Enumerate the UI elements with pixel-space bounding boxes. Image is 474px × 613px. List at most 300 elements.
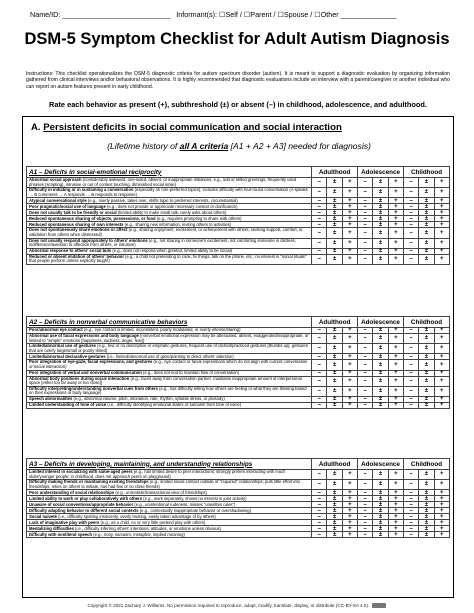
rating-option[interactable]: – (358, 248, 373, 254)
behavior-name: Speech abnormalities (29, 396, 73, 402)
behavior-name: Reduced spontaneous sharing of objects, possessions, or food (29, 215, 156, 221)
rating-option[interactable]: ± (327, 386, 342, 396)
rating-option[interactable]: + (388, 344, 403, 354)
rating-option[interactable]: – (312, 520, 327, 526)
rating-option[interactable]: – (403, 402, 418, 408)
rating-option[interactable]: + (342, 344, 357, 354)
rating-option[interactable]: – (312, 210, 327, 216)
rating-option[interactable]: – (403, 370, 418, 376)
rating-option[interactable]: – (312, 354, 327, 360)
rating-option[interactable]: ± (419, 328, 434, 334)
rating-option[interactable]: + (434, 502, 449, 508)
rating-option[interactable]: ± (373, 360, 388, 370)
rating-option[interactable]: + (342, 188, 357, 198)
rating-option[interactable]: – (358, 496, 373, 502)
rating-option[interactable]: – (403, 334, 418, 344)
behavior-detail: (e.g., sharing new information, inviting others to activities) (123, 221, 232, 227)
rating-option[interactable]: – (312, 178, 327, 188)
rating-option[interactable]: ± (373, 204, 388, 210)
rating-option[interactable]: + (434, 254, 449, 264)
rating-option[interactable]: + (434, 178, 449, 188)
rating-option[interactable]: + (388, 514, 403, 520)
rating-option[interactable]: ± (373, 222, 388, 228)
rating-option[interactable]: + (388, 370, 403, 376)
table-row (27, 344, 450, 354)
rating-option[interactable]: ± (419, 402, 434, 408)
rating-option[interactable]: – (312, 376, 327, 386)
rating-option[interactable]: – (312, 248, 327, 254)
rating-option[interactable]: – (403, 502, 418, 508)
rating-option[interactable]: ± (327, 470, 342, 480)
rating-option[interactable]: + (342, 502, 357, 508)
rating-option[interactable]: + (388, 496, 403, 502)
rating-option[interactable]: – (312, 502, 327, 508)
rating-option[interactable]: ± (419, 496, 434, 502)
rating-option[interactable]: – (403, 328, 418, 334)
behavior-name: Does not spontaneously share emotions or affect (29, 227, 128, 233)
rating-option[interactable]: – (358, 204, 373, 210)
rating-option[interactable]: + (388, 490, 403, 496)
rating-option[interactable]: – (312, 198, 327, 204)
rating-option[interactable]: – (312, 402, 327, 408)
rating-option[interactable]: ± (327, 396, 342, 402)
rating-option[interactable]: + (434, 490, 449, 496)
rating-option[interactable]: – (404, 222, 419, 228)
rating-option[interactable]: ± (373, 228, 388, 238)
rating-option[interactable]: ± (373, 396, 388, 402)
rating-option[interactable]: + (434, 402, 449, 408)
rating-option[interactable]: ± (419, 386, 434, 396)
rating-option[interactable]: + (342, 228, 357, 238)
rating-option[interactable]: + (388, 210, 403, 216)
rating-option[interactable]: ± (419, 354, 434, 360)
table-row (27, 360, 450, 370)
rating-option[interactable]: – (312, 328, 327, 334)
rating-option[interactable]: – (358, 520, 373, 526)
rating-option[interactable]: ± (373, 198, 388, 204)
rating-option[interactable]: – (404, 248, 419, 254)
rating-option[interactable]: ± (373, 514, 388, 520)
rating-option[interactable]: ± (327, 514, 342, 520)
rating-option[interactable]: + (342, 210, 357, 216)
rating-option[interactable]: – (312, 496, 327, 502)
rating-option[interactable]: – (312, 508, 327, 514)
rating-option[interactable]: ± (419, 238, 434, 248)
rating-option[interactable]: + (388, 198, 403, 204)
rating-option[interactable]: – (312, 386, 327, 396)
rating-option[interactable]: ± (419, 480, 434, 490)
rating-option[interactable]: ± (373, 496, 388, 502)
rating-option[interactable]: ± (327, 204, 342, 210)
rating-option[interactable]: – (312, 334, 327, 344)
rating-option[interactable]: – (403, 490, 418, 496)
rating-option[interactable]: – (358, 376, 373, 386)
rating-option[interactable]: + (388, 376, 403, 386)
rating-option[interactable]: ± (373, 490, 388, 496)
rating-option[interactable]: ± (419, 222, 434, 228)
rating-option[interactable]: + (434, 496, 449, 502)
rating-option[interactable]: – (312, 222, 327, 228)
rating-option[interactable]: ± (419, 470, 434, 480)
rating-option[interactable]: ± (373, 248, 388, 254)
rating-option[interactable]: – (358, 470, 373, 480)
rating-option[interactable]: + (342, 216, 357, 222)
rating-option[interactable]: – (312, 370, 327, 376)
rating-option[interactable]: ± (373, 238, 388, 248)
rating-option[interactable]: ± (419, 178, 434, 188)
rating-option[interactable]: – (358, 480, 373, 490)
rating-option[interactable]: – (312, 254, 327, 264)
rating-option[interactable]: + (342, 470, 357, 480)
rating-option[interactable]: + (388, 238, 403, 248)
rating-option[interactable]: ± (419, 520, 434, 526)
rating-option[interactable]: + (388, 470, 403, 480)
rating-option[interactable]: ± (373, 254, 388, 264)
rating-option[interactable]: – (358, 508, 373, 514)
rating-option[interactable]: – (312, 188, 327, 198)
rating-option[interactable]: ± (327, 254, 342, 264)
rating-option[interactable]: + (342, 496, 357, 502)
rating-option[interactable]: + (434, 228, 449, 238)
rating-option[interactable]: ± (327, 402, 342, 408)
rating-option[interactable]: ± (327, 480, 342, 490)
rating-option[interactable]: – (358, 334, 373, 344)
table-header-row (27, 317, 450, 328)
rating-option[interactable]: – (358, 354, 373, 360)
rating-option[interactable]: ± (419, 360, 434, 370)
rating-option[interactable]: + (342, 370, 357, 376)
rating-option[interactable]: + (434, 526, 449, 532)
rating-option[interactable]: – (358, 490, 373, 496)
rating-option[interactable]: – (312, 490, 327, 496)
rating-option[interactable]: + (434, 360, 449, 370)
lifetime-bold: all A criteria (179, 141, 229, 151)
rating-option[interactable]: + (388, 520, 403, 526)
rating-option[interactable]: ± (373, 344, 388, 354)
rating-option[interactable]: ± (373, 188, 388, 198)
rating-option[interactable]: + (342, 354, 357, 360)
behavior-name: Reduced or absent imitation of others' behavior (29, 253, 124, 259)
rating-option[interactable]: + (434, 238, 449, 248)
rating-option[interactable]: + (434, 386, 449, 396)
rating-option[interactable]: + (388, 526, 403, 532)
rating-option[interactable]: + (388, 532, 403, 538)
rating-option[interactable]: ± (327, 344, 342, 354)
rating-option[interactable]: + (434, 480, 449, 490)
rating-option[interactable]: – (358, 370, 373, 376)
rating-option[interactable]: ± (419, 228, 434, 238)
rating-option[interactable]: ± (419, 248, 434, 254)
rating-option[interactable]: + (434, 396, 449, 402)
rating-option[interactable]: – (312, 228, 327, 238)
rating-option[interactable]: ± (327, 228, 342, 238)
rating-option[interactable]: + (342, 402, 357, 408)
rating-option[interactable]: ± (327, 502, 342, 508)
rating-option[interactable]: ± (373, 480, 388, 490)
rating-option[interactable]: + (434, 370, 449, 376)
rating-option[interactable]: ± (373, 502, 388, 508)
instructions-text: Instructions: This checklist operationalizes the DSM-5 diagnostic criteria for autism spectrum disorder (autism). It is meant to support a diagnostic evaluation by organizing information gathered from clinical interviews and/or behavioral observations. It is highly recommended that diagnostic evaluations include an interview with a parent/caregiver or another individual who can report on autism features present in early childhood. (26, 71, 450, 90)
rating-option[interactable]: – (404, 198, 419, 204)
rating-option[interactable]: + (342, 334, 357, 344)
rating-option[interactable]: – (403, 480, 418, 490)
rating-option[interactable]: – (358, 514, 373, 520)
rating-option[interactable]: ± (327, 178, 342, 188)
rating-option[interactable]: + (434, 532, 449, 538)
rating-option[interactable]: ± (373, 178, 388, 188)
rating-option[interactable]: ± (419, 210, 434, 216)
rating-option[interactable]: + (434, 334, 449, 344)
rating-option[interactable]: ± (373, 216, 388, 222)
rating-option[interactable]: + (388, 386, 403, 396)
rating-option[interactable]: – (312, 344, 327, 354)
rating-option[interactable]: ± (373, 520, 388, 526)
rating-option[interactable]: ± (419, 188, 434, 198)
rating-option[interactable]: + (434, 354, 449, 360)
rating-option[interactable]: + (342, 490, 357, 496)
rating-option[interactable]: – (358, 396, 373, 402)
rating-option[interactable]: – (403, 520, 418, 526)
rating-option[interactable]: ± (327, 198, 342, 204)
rating-option[interactable]: + (434, 344, 449, 354)
rating-option[interactable]: + (434, 514, 449, 520)
rating-option[interactable]: + (342, 508, 357, 514)
rating-option[interactable]: + (388, 204, 403, 210)
table-row (27, 254, 450, 264)
rating-option[interactable]: – (312, 480, 327, 490)
rating-option[interactable]: ± (419, 526, 434, 532)
rating-option[interactable]: ± (419, 508, 434, 514)
rating-option[interactable]: – (312, 216, 327, 222)
rating-option[interactable]: + (434, 470, 449, 480)
rating-option[interactable]: + (434, 376, 449, 386)
rating-option[interactable]: + (342, 328, 357, 334)
rating-option[interactable]: – (312, 360, 327, 370)
rating-option[interactable]: ± (327, 334, 342, 344)
rating-option[interactable]: – (404, 204, 419, 210)
rating-option[interactable]: ± (327, 216, 342, 222)
rating-option[interactable]: – (403, 386, 418, 396)
rating-option[interactable]: ± (327, 328, 342, 334)
rating-option[interactable]: + (434, 204, 449, 210)
table-row (27, 480, 450, 490)
rating-option[interactable]: + (388, 354, 403, 360)
behavior-detail: (e.g., requires prompting to share with others) (155, 215, 242, 221)
rating-option[interactable]: + (342, 360, 357, 370)
rating-option[interactable]: ± (327, 360, 342, 370)
criteria-table-a1 (26, 166, 450, 265)
rating-option[interactable]: – (358, 222, 373, 228)
rating-option[interactable]: + (342, 254, 357, 264)
rating-option[interactable]: – (358, 178, 373, 188)
rating-option[interactable]: + (388, 360, 403, 370)
rating-option[interactable]: ± (373, 532, 388, 538)
rating-option[interactable]: ± (419, 370, 434, 376)
rating-option[interactable]: ± (327, 520, 342, 526)
rating-option[interactable]: – (312, 396, 327, 402)
behavior-detail: (e.g., faces away from conversation partner, maintains inappropriate amount of interpersonal space [either too far away or too close]) (29, 375, 302, 386)
rating-option[interactable]: – (403, 496, 418, 502)
rating-option[interactable]: + (388, 228, 403, 238)
rating-option[interactable]: + (342, 526, 357, 532)
rating-option[interactable]: – (312, 204, 327, 210)
rating-option[interactable]: ± (373, 402, 388, 408)
rating-option[interactable]: ± (373, 376, 388, 386)
subcriterion-heading: A3 – Deficits in developing, maintaining, and understanding relationships (27, 459, 312, 470)
rating-option[interactable]: – (403, 376, 418, 386)
rating-option[interactable]: + (388, 328, 403, 334)
rating-option[interactable]: ± (373, 526, 388, 532)
rating-option[interactable]: + (434, 222, 449, 228)
rating-option[interactable]: – (312, 526, 327, 532)
rating-option[interactable]: ± (373, 354, 388, 360)
rating-option[interactable]: – (358, 228, 373, 238)
rating-option[interactable]: – (358, 402, 373, 408)
rating-option[interactable]: ± (419, 532, 434, 538)
rating-option[interactable]: – (403, 532, 418, 538)
behavior-name: Does not usually talk to be friendly or social (29, 209, 117, 215)
rating-option[interactable]: + (434, 328, 449, 334)
rating-option[interactable]: ± (419, 344, 434, 354)
rating-option[interactable]: ± (419, 514, 434, 520)
rating-option[interactable]: + (434, 198, 449, 204)
rating-option[interactable]: + (342, 248, 357, 254)
rating-option[interactable]: – (358, 502, 373, 508)
rating-option[interactable]: + (388, 396, 403, 402)
rating-option[interactable]: – (404, 188, 419, 198)
rating-option[interactable]: ± (373, 508, 388, 514)
rating-option[interactable]: – (358, 254, 373, 264)
rating-option[interactable]: + (388, 508, 403, 514)
rating-option[interactable]: – (403, 514, 418, 520)
rating-option[interactable]: ± (373, 386, 388, 396)
rating-option[interactable]: – (358, 210, 373, 216)
rating-option[interactable]: ± (327, 238, 342, 248)
rating-option[interactable]: – (403, 508, 418, 514)
rating-option[interactable]: ± (419, 198, 434, 204)
rating-option[interactable]: + (388, 178, 403, 188)
rating-option[interactable]: + (342, 532, 357, 538)
rating-option[interactable]: ± (419, 376, 434, 386)
rating-option[interactable]: ± (373, 334, 388, 344)
rating-option[interactable]: – (358, 188, 373, 198)
rating-option[interactable]: + (342, 480, 357, 490)
rating-option[interactable]: – (358, 198, 373, 204)
rating-option[interactable]: ± (327, 354, 342, 360)
rating-option[interactable]: – (404, 216, 419, 222)
rating-option[interactable]: ± (327, 210, 342, 216)
rating-option[interactable]: ± (419, 396, 434, 402)
rating-option[interactable]: ± (327, 370, 342, 376)
rating-option[interactable]: + (342, 514, 357, 520)
rating-option[interactable]: – (403, 344, 418, 354)
rating-option[interactable]: + (342, 520, 357, 526)
rating-option[interactable]: – (403, 526, 418, 532)
rating-option[interactable]: + (388, 402, 403, 408)
rating-option[interactable]: – (404, 254, 419, 264)
rating-option[interactable]: ± (419, 334, 434, 344)
rating-option[interactable]: ± (327, 188, 342, 198)
rating-option[interactable]: – (404, 178, 419, 188)
rating-option[interactable]: + (434, 210, 449, 216)
rating-option[interactable]: + (388, 188, 403, 198)
rating-option[interactable]: + (434, 248, 449, 254)
rating-option[interactable]: ± (419, 490, 434, 496)
rating-option[interactable]: ± (327, 248, 342, 254)
rating-option[interactable]: + (342, 396, 357, 402)
rating-option[interactable]: – (404, 228, 419, 238)
rating-option[interactable]: – (358, 238, 373, 248)
rating-option[interactable]: ± (373, 370, 388, 376)
rating-option[interactable]: ± (327, 376, 342, 386)
rating-option[interactable]: – (358, 216, 373, 222)
rating-option[interactable]: ± (419, 216, 434, 222)
rating-option[interactable]: + (342, 222, 357, 228)
rating-option[interactable]: – (358, 344, 373, 354)
rating-option[interactable]: ± (373, 328, 388, 334)
rating-option[interactable]: – (358, 360, 373, 370)
rating-option[interactable]: – (312, 238, 327, 248)
rating-option[interactable]: ± (419, 254, 434, 264)
rating-option[interactable]: – (404, 238, 419, 248)
rating-option[interactable]: ± (373, 210, 388, 216)
rating-option[interactable]: + (434, 216, 449, 222)
rating-option[interactable]: + (342, 198, 357, 204)
rating-option[interactable]: + (388, 254, 403, 264)
rating-option[interactable]: + (342, 238, 357, 248)
rating-option[interactable]: + (388, 216, 403, 222)
rating-option[interactable]: ± (327, 490, 342, 496)
rating-option[interactable]: – (403, 354, 418, 360)
rating-option[interactable]: + (342, 386, 357, 396)
rating-option[interactable]: ± (327, 222, 342, 228)
rating-option[interactable]: – (358, 532, 373, 538)
rating-option[interactable]: – (403, 470, 418, 480)
rating-option[interactable]: – (358, 328, 373, 334)
rating-option[interactable]: – (404, 210, 419, 216)
rating-option[interactable]: + (388, 480, 403, 490)
rating-option[interactable]: – (312, 514, 327, 520)
rating-option[interactable]: – (312, 532, 327, 538)
rating-option[interactable]: – (358, 386, 373, 396)
rating-option[interactable]: + (388, 502, 403, 508)
rating-option[interactable]: – (312, 470, 327, 480)
rating-option[interactable]: + (342, 178, 357, 188)
rating-option[interactable]: – (358, 526, 373, 532)
rating-option[interactable]: ± (419, 204, 434, 210)
rating-option[interactable]: + (388, 334, 403, 344)
rating-option[interactable]: ± (327, 532, 342, 538)
behavior-detail: (e.g., has difficulty telling how others are feeling or what they are thinking based on their expressions or body language) (29, 385, 307, 396)
rating-option[interactable]: ± (373, 470, 388, 480)
subcriterion-heading: A1 – Deficits in social-emotional reciprocity (27, 167, 312, 178)
rating-option[interactable]: ± (327, 496, 342, 502)
rating-option[interactable]: ± (327, 508, 342, 514)
rating-option[interactable]: + (388, 222, 403, 228)
rating-option[interactable]: ± (419, 502, 434, 508)
rating-option[interactable]: – (403, 360, 418, 370)
rating-option[interactable]: + (388, 248, 403, 254)
rating-option[interactable]: ± (327, 526, 342, 532)
behavior-description (27, 480, 312, 490)
rating-option[interactable]: + (342, 204, 357, 210)
rating-option[interactable]: + (434, 188, 449, 198)
rating-option[interactable]: – (403, 396, 418, 402)
rating-option[interactable]: + (434, 520, 449, 526)
behavior-detail: (nonverbal emotional expression may be attenuated, absent, exaggerated/inappropriate, or limited to "simple" emotions [happiness, sadness, anger, fear]) (29, 333, 309, 343)
rating-option[interactable]: + (342, 376, 357, 386)
rating-option[interactable]: + (434, 508, 449, 514)
